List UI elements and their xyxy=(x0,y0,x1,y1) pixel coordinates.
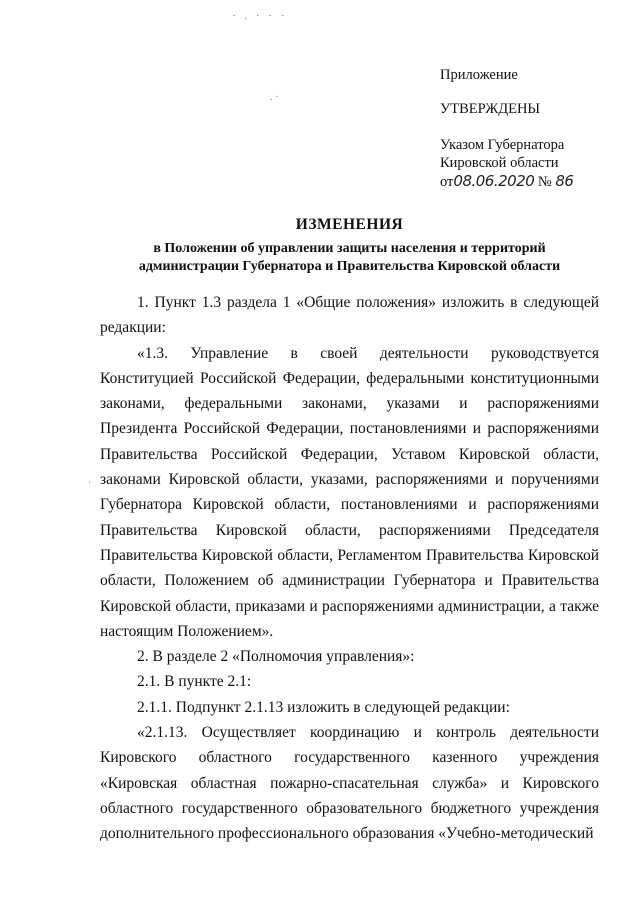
decree-label: Указом Губернатора xyxy=(440,137,565,153)
document-body xyxy=(100,290,599,847)
paragraph-quote-1-3: «1.3. Управление в своей деятельности руководствуется Конституцией Российской Федерации, федеральными конституционными законами, федеральными законами, указами и распоряжениями Президента Российской Федерации, постановлениями и распоряжениями Правительства Российской Федерации, Уставом Кировской области, законами Кировской области, указами, распоряжениями и поручениями Губернатора Кировской области, постановлениями и распоряжениями Правительства Кировской области, распоряжениями Председателя Правительства Кировской области, Регламентом Правительства Кировской области, Положением об администрации Губернатора и Правительства Кировской области, приказами и распоряжениями администрации, а также настоящим Положением». xyxy=(100,344,599,640)
approved-label: УТВЕРЖДЕНЫ xyxy=(440,101,541,117)
decree-date-line xyxy=(440,172,573,191)
date-prefix: от xyxy=(440,174,454,190)
paragraph-item-1: 1. Пункт 1.3 раздела 1 «Общие положения» изложить в следующей редакции: xyxy=(100,294,599,337)
paragraph-item-2: 2. В разделе 2 «Полномочия управления»: xyxy=(137,648,415,666)
paragraph-item-2-1-1: 2.1.1. Подпункт 2.1.13 изложить в следующей редакции: xyxy=(137,698,510,716)
scan-artifact: · . · · · xyxy=(232,10,288,22)
region-label: Кировской области xyxy=(440,155,559,171)
number-sign: № xyxy=(537,174,552,190)
scan-artifact-margin: · xyxy=(88,478,92,489)
document-title: ИЗМЕНЕНИЯ xyxy=(295,216,404,233)
paragraph-item-2-1: 2.1. В пункте 2.1: xyxy=(137,673,252,691)
appendix-label: Приложение xyxy=(440,67,518,83)
paragraph-quote-2-1-13: «2.1.13. Осуществляет координацию и контроль деятельности Кировского областного государственного казенного учреждения «Кировская областная пожарно-спасательная служба» и Кировского областного государственного образовательного бюджетного учреждения дополнительного профессионального образования «Учебно-методический xyxy=(100,724,599,843)
scan-artifact-dots: . · xyxy=(270,92,279,103)
document-subtitle-line1: в Положении об управлении защиты населения и территорий xyxy=(153,241,546,256)
handwritten-date: 08.06.2020 xyxy=(453,172,535,190)
document-subtitle-line2: администрации Губернатора и Правительства Кировской области xyxy=(138,259,561,274)
handwritten-number: 86 xyxy=(555,172,574,190)
